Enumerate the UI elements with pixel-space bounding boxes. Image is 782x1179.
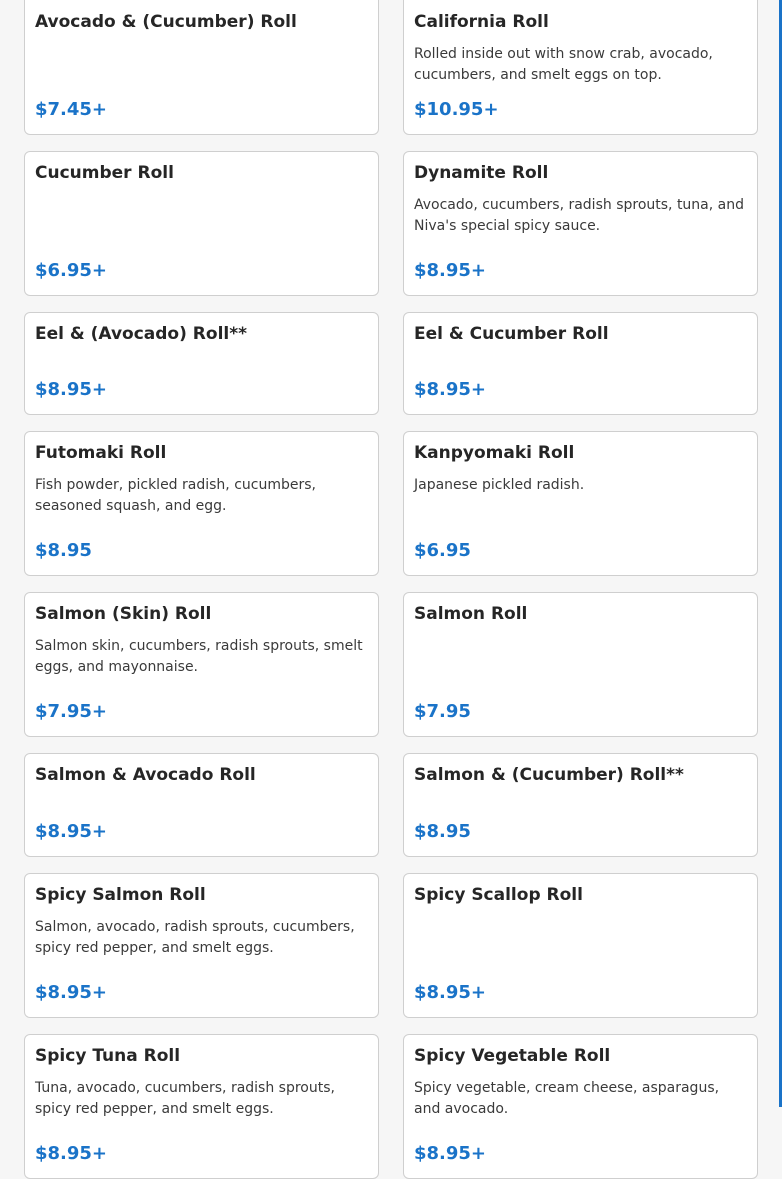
menu-item-card[interactable] [403,431,758,576]
menu-item-price: $8.95+ [35,379,108,400]
menu-item-price: $7.45+ [35,99,108,120]
menu-item-name: Eel & (Avocado) Roll** [35,324,248,344]
menu-item-description: Rolled inside out with snow crab, avocado, cucumbers, and smelt eggs on top. [414,46,713,83]
menu-item-card[interactable] [403,753,758,857]
menu-item-card[interactable] [403,312,758,415]
menu-item-card[interactable] [403,1034,758,1179]
menu-item-name: Kanpyomaki Roll [414,443,575,463]
menu-item-card[interactable] [24,312,379,415]
menu-item-name: California Roll [414,12,549,32]
menu-item-name: Spicy Tuna Roll [35,1046,181,1066]
menu-item-price: $8.95+ [414,1143,487,1164]
menu-item-price: $7.95+ [35,701,108,722]
menu-item-price: $8.95+ [414,379,487,400]
menu-item-price: $8.95 [35,540,92,561]
menu-item-card[interactable] [24,753,379,857]
menu-item-card[interactable] [403,592,758,737]
menu-item-card[interactable] [24,151,379,296]
menu-item-price: $8.95+ [35,982,108,1003]
menu-item-name: Spicy Vegetable Roll [414,1046,611,1066]
menu-item-description: Fish powder, pickled radish, cucumbers, seasoned squash, and egg. [35,477,316,514]
menu-item-name: Salmon (Skin) Roll [35,604,212,624]
menu-item-card[interactable] [403,0,758,135]
menu-item-name: Avocado & (Cucumber) Roll [35,12,297,32]
menu-item-description: Japanese pickled radish. [414,477,585,493]
menu-item-name: Salmon & Avocado Roll [35,765,256,785]
menu-item-card[interactable] [403,151,758,296]
menu-item-card[interactable] [24,1034,379,1179]
menu-item-name: Salmon & (Cucumber) Roll** [414,765,684,785]
menu-item-price: $6.95+ [35,260,108,281]
menu-item-name: Salmon Roll [414,604,528,624]
menu-item-name: Dynamite Roll [414,163,549,183]
menu-item-price: $10.95+ [414,99,499,120]
menu-item-name: Futomaki Roll [35,443,167,463]
menu-item-price: $8.95+ [414,982,487,1003]
menu-item-price: $8.95+ [35,821,108,842]
menu-item-card[interactable] [403,873,758,1018]
menu-item-name: Cucumber Roll [35,163,174,183]
menu-item-card[interactable] [24,431,379,576]
menu-item-description: Spicy vegetable, cream cheese, asparagus, and avocado. [414,1080,720,1117]
menu-item-price: $6.95 [414,540,471,561]
menu-item-name: Spicy Scallop Roll [414,885,583,905]
menu-item-price: $8.95+ [414,260,487,281]
menu-item-price: $8.95+ [35,1143,108,1164]
menu-item-name: Spicy Salmon Roll [35,885,206,905]
menu-item-description: Tuna, avocado, cucumbers, radish sprouts, spicy red pepper, and smelt eggs. [35,1080,335,1117]
menu-item-price: $8.95 [414,821,471,842]
menu-item-description: Salmon skin, cucumbers, radish sprouts, smelt eggs, and mayonnaise. [35,638,363,675]
menu-item-card[interactable] [24,592,379,737]
menu-item-price: $7.95 [414,701,471,722]
menu-item-name: Eel & Cucumber Roll [414,324,609,344]
menu-item-description: Avocado, cucumbers, radish sprouts, tuna, and Niva's special spicy sauce. [414,197,744,234]
menu-item-description: Salmon, avocado, radish sprouts, cucumbers, spicy red pepper, and smelt eggs. [35,919,355,956]
menu-item-card[interactable] [24,873,379,1018]
menu-item-card[interactable] [24,0,379,135]
